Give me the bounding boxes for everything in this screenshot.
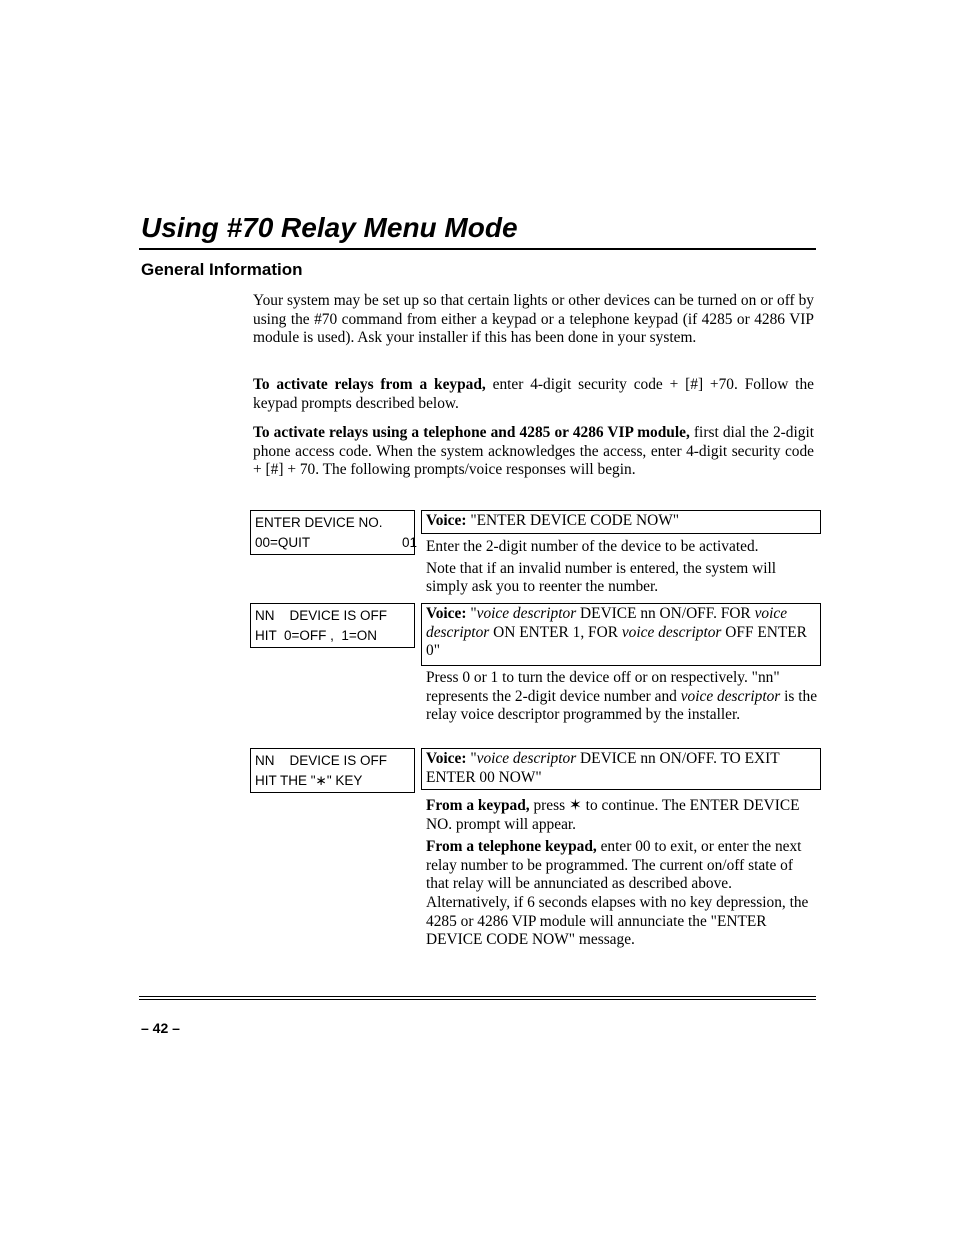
voice-text: DEVICE nn ON/OFF. FOR: [576, 605, 755, 622]
voice-prompt-device-state: [421, 603, 821, 666]
step-3-description: [426, 797, 818, 950]
voice-descriptor: voice descriptor: [476, 605, 577, 622]
lcd-device-number: 01: [401, 535, 417, 550]
page-title: Using #70 Relay Menu Mode: [141, 212, 518, 243]
voice-quote: ": [466, 750, 477, 767]
voice-descriptor: voice descriptor: [476, 750, 577, 767]
step-2-desc-text: is the relay voice descriptor programmed by the installer.: [426, 687, 818, 724]
step-2-desc-text: Press 0 or 1 to turn the device off or on respectively. "nn" represents the 2-digit device number and: [426, 669, 780, 705]
lcd-quit-option: 00=QUIT: [255, 535, 311, 550]
step-3-desc-telephone-lead: From a telephone keypad,: [426, 838, 597, 856]
voice-text: ON ENTER 1, FOR: [489, 623, 622, 641]
lcd-line-1: NN DEVICE IS OFF: [255, 608, 388, 623]
telephone-instructions-text: first dial the 2-digit phone access code. When the system acknowledges the access, enter 4-digit security code + [#] + 70. The following prompts/voice responses will begin.: [253, 424, 814, 479]
lcd-display-device-state: [250, 603, 415, 648]
lcd-line-2: [255, 533, 417, 553]
keypad-instructions: [253, 376, 814, 413]
step-1-desc-2: Note that if an invalid number is entered, the system will simply ask you to reenter the number.: [426, 559, 777, 596]
step-2-desc: [426, 669, 818, 725]
voice-text: OFF ENTER 0": [426, 623, 807, 660]
step-2-description: [426, 669, 818, 725]
lcd-display-enter-device: [250, 510, 415, 555]
lcd-line-2: HIT THE "∗" KEY: [255, 773, 363, 788]
footer-rule: [139, 999, 816, 1000]
step-1-description: [426, 538, 818, 597]
voice-descriptor: voice descriptor: [621, 623, 722, 641]
voice-label: Voice:: [426, 512, 467, 529]
step-3-desc-telephone-text: enter 00 to exit, or enter the next relay number to be programmed. The current on/off state of that relay will be annunciated as described above. Alternatively, if 6 seconds elapses with no key depression, the 4285 or 4286 VIP module will annunciate the "ENTER DEVICE CODE NOW" message.: [426, 838, 809, 949]
voice-quote: ": [466, 605, 477, 622]
telephone-instructions-lead: To activate relays using a telephone and 4285 or 4286 VIP module,: [253, 424, 690, 441]
footer-rule: [139, 996, 816, 997]
voice-text: DEVICE nn ON/OFF. TO EXIT ENTER 00 NOW": [426, 750, 780, 786]
step-3-desc-telephone: [426, 838, 818, 950]
section-title: General Information: [141, 260, 303, 279]
page-number: – 42 –: [141, 1020, 180, 1036]
voice-label: Voice:: [426, 750, 467, 767]
lcd-line-1: ENTER DEVICE NO.: [255, 515, 383, 530]
step-3-desc-keypad: [426, 797, 818, 834]
step-3-desc-keypad-lead: From a keypad,: [426, 797, 530, 814]
voice-text: "ENTER DEVICE CODE NOW": [466, 512, 680, 529]
lcd-line-1: NN DEVICE IS OFF: [255, 753, 388, 768]
keypad-instructions-text: enter 4-digit security code + [#] +70. Follow the keypad prompts described below.: [253, 376, 814, 412]
telephone-instructions: [253, 424, 814, 480]
lcd-display-hit-star: [250, 748, 415, 793]
step-1-desc-1: Enter the 2-digit number of the device to be activated.: [426, 538, 759, 555]
voice-label: Voice:: [426, 605, 467, 622]
step-3-desc-keypad-text: press ✶ to continue. The ENTER DEVICE NO. prompt will appear.: [426, 797, 800, 833]
step-2-desc-italic: voice descriptor: [680, 687, 781, 705]
voice-prompt-exit: [421, 748, 821, 790]
voice-prompt-enter-device: [421, 510, 821, 534]
lcd-line-2: HIT 0=OFF , 1=ON: [255, 628, 378, 643]
keypad-instructions-lead: To activate relays from a keypad,: [253, 376, 486, 393]
intro-paragraph: Your system may be set up so that certain lights or other devices can be turned on or off by using the #70 command from either a keypad or a telephone keypad (if 4285 or 4286 VIP module is used). Ask your installer if this has been done in your system.: [253, 292, 814, 347]
voice-descriptor: voice descriptor: [426, 605, 788, 641]
title-rule: [139, 248, 816, 250]
